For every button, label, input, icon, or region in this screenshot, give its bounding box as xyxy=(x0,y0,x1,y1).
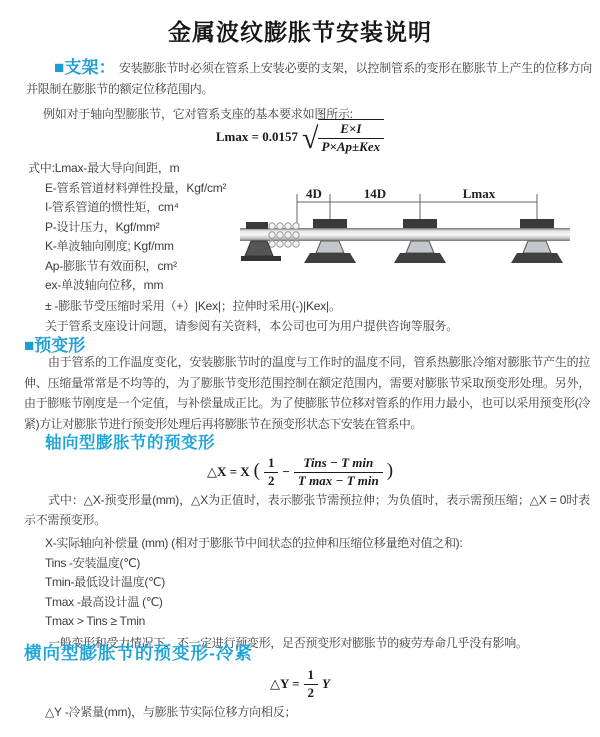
dimension-label-4d: 4D xyxy=(306,186,322,201)
temp-fraction-denominator: T max − T min xyxy=(297,472,379,488)
support-heading: ■支架： xyxy=(54,58,116,77)
definition-item: I-管系管道的惯性矩，cm⁴ xyxy=(45,200,179,214)
axial-preform-body xyxy=(24,491,590,653)
preform-paragraph: 由于管系的工作温度变化，安装膨胀节时的温度与工作时的温度不同，管系热膨胀冷缩对膨胀节产生的拉伸、压缩量常常是不均等的，为了膨胀节变形范围控制在额定范围内，需要对膨胀节采取预变形处理。另外，由于膨账节刚度是一个定值，与补偿量成正比。为了使膨胀节位移对管系的作用力最小，也可以采用预变形(冷紧)方让对膨胀节进行预变形处理后再将膨胀节在预变形状态下安装在管系中。 xyxy=(24,355,590,431)
definition-item: E-管系管道材料弹性投量，Kgf/cm² xyxy=(45,180,227,195)
definition-item: P-设计压力，Kgf/mm² xyxy=(45,219,160,234)
lmax-formula-denominator: P×Ap±Kex xyxy=(321,138,381,154)
lmax-formula-numerator: E×I xyxy=(318,122,385,139)
preform-heading: ■预变形 xyxy=(24,336,86,355)
close-paren: ) xyxy=(386,460,394,482)
definition-item: K-单波轴向刚度; Kgf/mm xyxy=(45,239,174,253)
temp-fraction-numerator: Tins − T min xyxy=(294,456,383,473)
half-numerator: 1 xyxy=(304,668,319,685)
support-section xyxy=(26,57,592,125)
definition-item: Ap-膨胀节有效面积，cm² xyxy=(45,258,177,273)
lateral-formula-rhs: Y xyxy=(322,676,330,692)
lateral-note: △Y -冷紧量(mm)，与膨胀节实际位移方向相反； xyxy=(45,705,297,719)
lateral-preform-heading: 横向型膨胀节的预变形-冷紧 xyxy=(24,643,253,663)
half-numerator: 1 xyxy=(264,456,279,473)
pipe-support-diagram xyxy=(238,186,586,288)
definition-item: ex-单波轴向位移，mm xyxy=(45,278,164,292)
axial-def-item: Tins -安装温度(℃) xyxy=(45,555,141,570)
page-title: 金属波纹膨胀节安装说明 xyxy=(168,19,432,45)
axial-def-item: Tmax -最高设计温 (℃) xyxy=(45,594,163,609)
axial-def-item: Tmax > Tins ≥ Tmin xyxy=(45,614,145,628)
axial-formula-explain: 式中：△X-预变形量(mm)，△X为正值时，表示膨张节需预拉伸；为负值时，表示需预压缩；△X = 0时表示不需预变形。 xyxy=(24,493,590,527)
support-intro xyxy=(26,57,592,100)
support-intro-text: 安装膨胀节时必须在管系上安装必要的支架，以控制管系的变形在膨胀节上产生的位移方向并限制在膨胀节的额定位移范围内。 xyxy=(26,61,592,96)
open-paren: ( xyxy=(253,460,260,482)
definition-item: ± -膨胀节受压缩时采用（+）|Kex|；拉伸时采用(-)|Kex|。 xyxy=(45,298,341,313)
support-note: 关于管系支座设计问题，请参阅有关资料，本公司也可为用户提供咨询等服务。 xyxy=(45,319,459,333)
sqrt-radical-icon: √ xyxy=(302,121,319,155)
lmax-formula-prefix: Lmax = 0.0157 xyxy=(215,128,299,144)
half-denominator: 2 xyxy=(267,472,275,488)
axial-formula-lhs: △X = X xyxy=(206,464,250,480)
axial-def-item: Tmin-最低设计温度(℃) xyxy=(45,575,165,589)
support-example-line: 例如对于轴向型膨胀节，它对管系支座的基本要求如图所示: xyxy=(43,107,353,121)
half-denominator: 2 xyxy=(307,684,315,700)
dimension-label-lmax: Lmax xyxy=(462,186,496,201)
axial-preform-formula xyxy=(0,456,600,489)
minus-sign: − xyxy=(282,464,290,480)
lateral-preform-formula xyxy=(0,668,600,701)
lateral-formula-lhs: △Y = xyxy=(269,676,300,692)
axial-preform-heading: 轴向型膨胀节的预变形 xyxy=(45,434,215,452)
lmax-formula xyxy=(0,119,600,155)
axial-def-item: X-实际轴向补偿量 (mm) (相对于膨胀节中间状态的拉伸和压缩位移量绝对值之和): xyxy=(45,536,463,550)
dimension-label-14d: 14D xyxy=(363,186,387,201)
axial-note: 一般变形和受力情况下，不一定进行预变形，足否预变形对膨胀节的疲劳寿命几乎没有影响。 xyxy=(48,635,528,650)
definition-item: 式中:Lmax-最大导向间距，m xyxy=(28,161,180,175)
